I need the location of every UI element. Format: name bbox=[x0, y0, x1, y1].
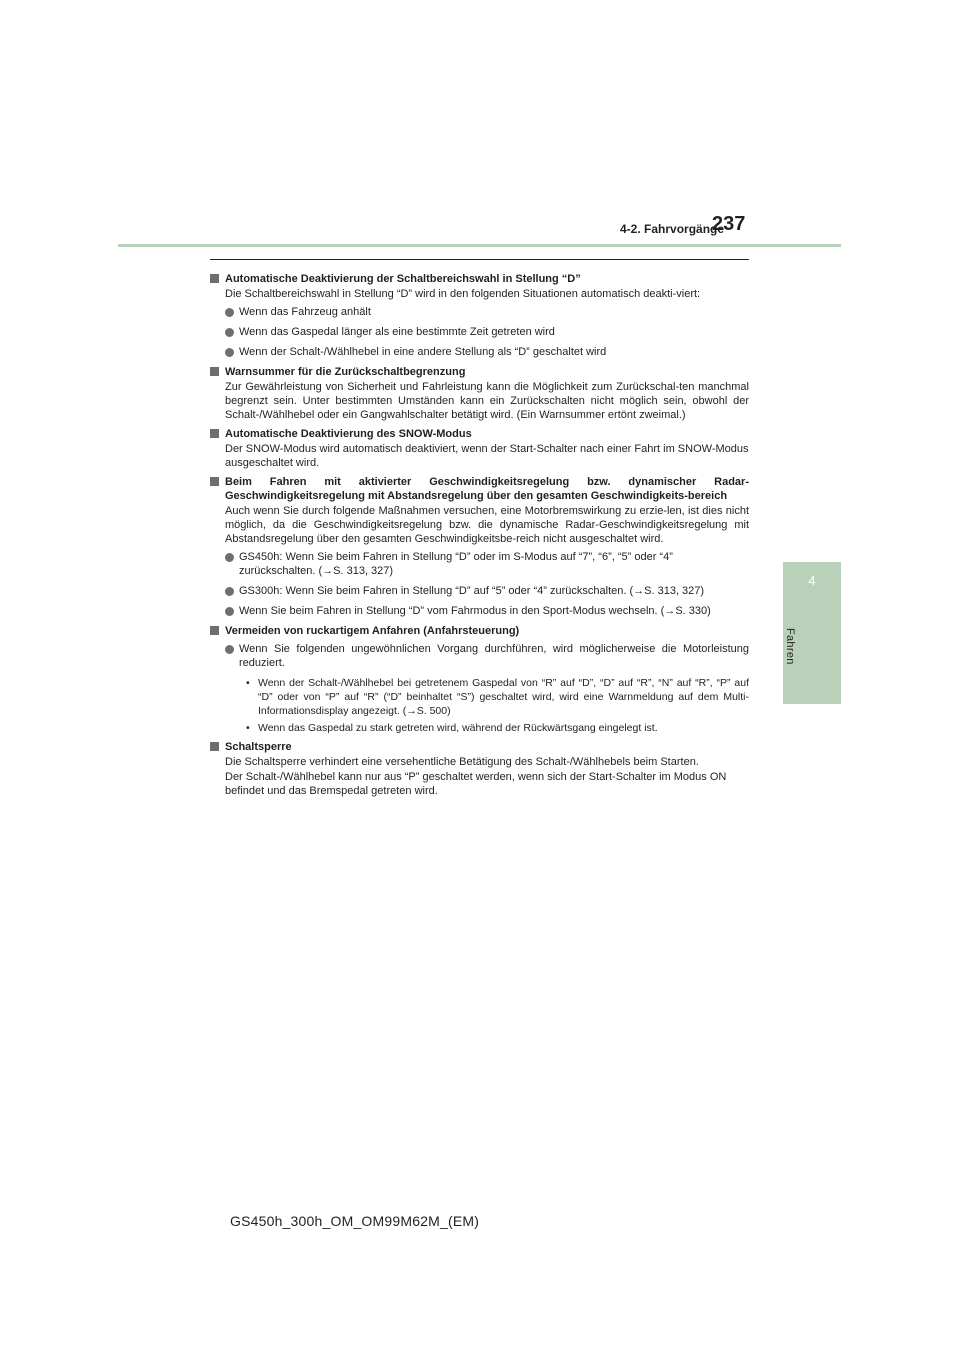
section-heading: Beim Fahren mit aktivierter Geschwindigkeitsregelung bzw. dynamischer Radar-Geschwindigkeitsregelung mit Abstandsregelung über den gesamten Geschwindigkeits-bereich bbox=[210, 475, 749, 503]
round-bullet-icon bbox=[225, 348, 234, 357]
chapter-tab-label: Fahren bbox=[784, 628, 796, 665]
list-item: Wenn der Schalt-/Wählhebel in eine andere Stellung als “D” geschaltet wird bbox=[210, 345, 749, 359]
header-rule bbox=[118, 244, 841, 247]
chapter-tab-number: 4 bbox=[808, 573, 816, 588]
small-dot-icon: • bbox=[246, 722, 250, 734]
page-number: 237 bbox=[712, 213, 746, 235]
round-bullet-icon bbox=[225, 328, 234, 337]
section-paragraph: Die Schaltsperre verhindert eine versehentliche Betätigung des Schalt-/Wählhebels beim Starten. bbox=[225, 756, 699, 768]
section-heading: Schaltsperre bbox=[210, 740, 749, 754]
list-item: Wenn Sie beim Fahren in Stellung “D” vom Fahrmodus in den Sport-Modus wechseln. (→S. 330) bbox=[210, 604, 749, 618]
round-bullet-icon bbox=[225, 587, 234, 596]
section-paragraph: Zur Gewährleistung von Sicherheit und Fahrleistung kann die Möglichkeit zum Zurückschal-ten manchmal begrenzt sein. Unter bestimmten Umständen kann ein Zurückschalten nicht möglich sein, obwohl der Schalt-/Wählhebel oder ein Gangwahlschalter betätigt wird. (Ein Warnsummer ertönt zweimal.) bbox=[225, 381, 749, 421]
small-dot-icon: • bbox=[246, 677, 250, 689]
square-bullet-icon bbox=[210, 742, 219, 751]
round-bullet-icon bbox=[225, 607, 234, 616]
square-bullet-icon bbox=[210, 367, 219, 376]
square-bullet-icon bbox=[210, 429, 219, 438]
square-bullet-icon bbox=[210, 274, 219, 283]
round-bullet-icon bbox=[225, 553, 234, 562]
sub-list-item: • Wenn das Gaspedal zu stark getreten wird, während der Rückwärtsgang eingelegt ist. bbox=[246, 722, 658, 734]
section-heading: Warnsummer für die Zurückschaltbegrenzung bbox=[210, 365, 749, 379]
square-bullet-icon bbox=[210, 477, 219, 486]
list-item: Wenn Sie folgenden ungewöhnlichen Vorgang durchführen, wird möglicherweise die Motorleistung reduziert. bbox=[210, 642, 749, 670]
list-item: Wenn das Gaspedal länger als eine bestimmte Zeit getreten wird bbox=[210, 325, 749, 339]
section-paragraph: Der Schalt-/Wählhebel kann nur aus “P” geschaltet werden, wenn sich der Start-Schalter im Modus ON befindet und das Bremspedal getreten wird. bbox=[225, 771, 727, 797]
section-paragraph: Die Schaltbereichswahl in Stellung “D” wird in den folgenden Situationen automatisch deakti-viert: bbox=[225, 288, 701, 300]
list-item: GS300h: Wenn Sie beim Fahren in Stellung “D” auf “5” oder “4” zurückschalten. (→S. 313, 327) bbox=[210, 584, 749, 598]
section-label: 4-2. Fahrvorgänge bbox=[620, 222, 725, 236]
sub-list-item: • Wenn der Schalt-/Wählhebel bei getretenem Gaspedal von “R” auf “D”, “D” auf “R”, “N” auf “R”, “P” auf “D” oder von “P” auf “R” (“D” beinhaltet “S”) geschaltet wird, wird eine Warnmeldung auf dem Multi-Informationsdisplay angezeigt. (→S. 500) bbox=[246, 677, 749, 717]
section-paragraph: Der SNOW-Modus wird automatisch deaktiviert, wenn der Start-Schalter nach einer Fahrt im SNOW-Modus ausgeschaltet wird. bbox=[225, 443, 749, 469]
section-heading: Vermeiden von ruckartigem Anfahren (Anfahrsteuerung) bbox=[210, 624, 749, 638]
section-paragraph: Auch wenn Sie durch folgende Maßnahmen versuchen, eine Motorbremswirkung zu erzie-len, ist dies nicht möglich, da die Geschwindigkeitsregelung bzw. die dynamische Radar-Geschwindigkeitsregelung mit Abstandsregelung über den gesamten Geschwindigkeitsbe-reich nicht ausgeschaltet wird. bbox=[225, 505, 749, 545]
round-bullet-icon bbox=[225, 308, 234, 317]
document-code: GS450h_300h_OM_OM99M62M_(EM) bbox=[230, 1213, 480, 1229]
page-content bbox=[210, 259, 749, 802]
list-item: GS450h: Wenn Sie beim Fahren in Stellung “D” oder im S-Modus auf “7”, “6”, “5” oder “4” zurückschalten. (→S. 313, 327) bbox=[210, 550, 749, 578]
round-bullet-icon bbox=[225, 645, 234, 654]
list-item: Wenn das Fahrzeug anhält bbox=[210, 305, 749, 319]
section-heading: Automatische Deaktivierung der Schaltbereichswahl in Stellung “D” bbox=[210, 272, 749, 286]
section-heading: Automatische Deaktivierung des SNOW-Modus bbox=[210, 427, 749, 441]
square-bullet-icon bbox=[210, 626, 219, 635]
